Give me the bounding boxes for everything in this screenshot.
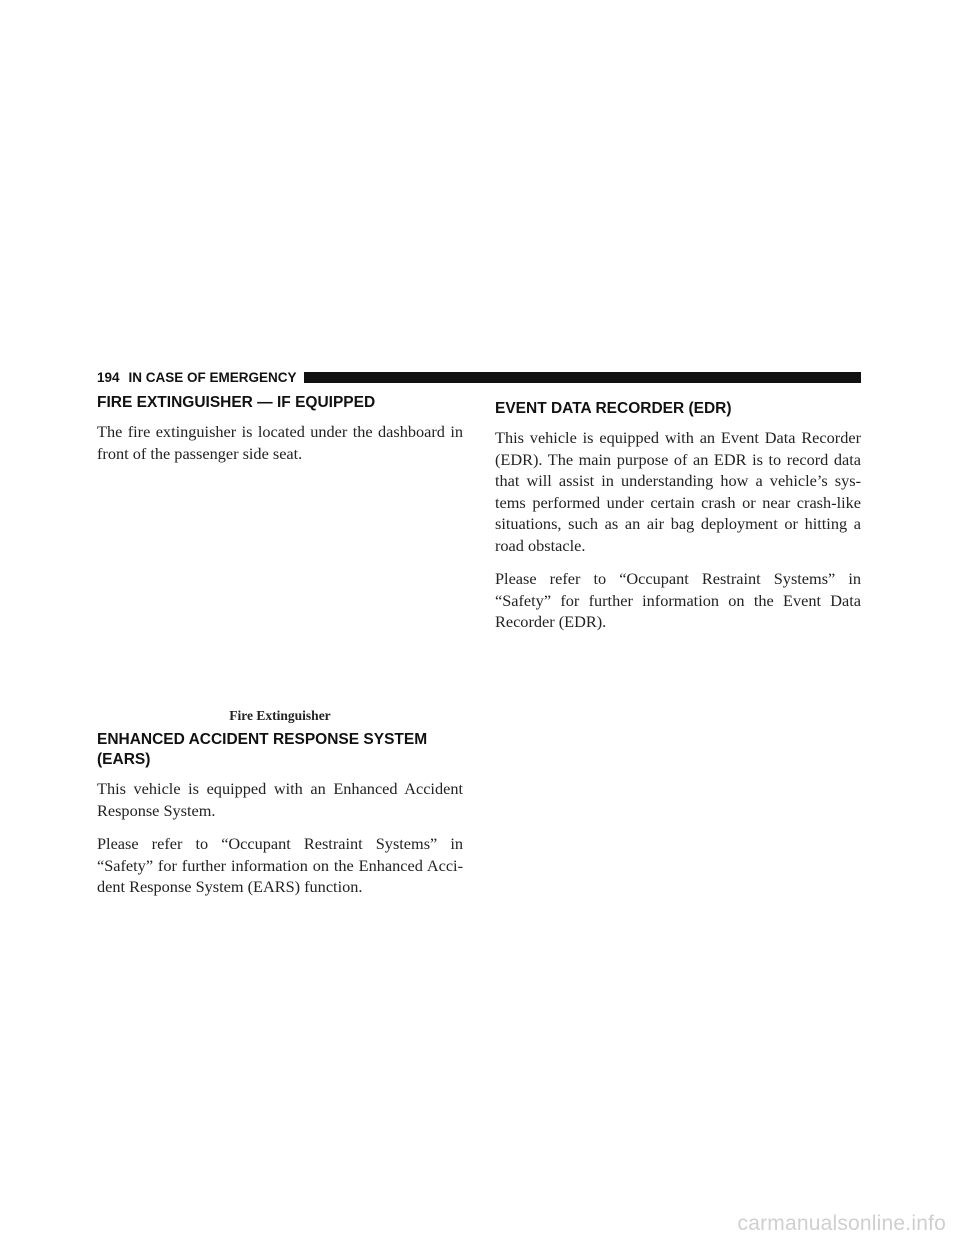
fire-extinguisher-figure [97,476,463,722]
page-header [97,369,861,385]
ears-paragraph-1: This vehicle is equipped with an Enhanced Accident Response System. [97,779,463,820]
edr-heading: EVENT DATA RECORDER (EDR) [495,400,732,417]
page-number: 194 [97,369,120,385]
fire-extinguisher-body: The fire extinguisher is located under the dashboard in front of the passenger side seat. [97,422,463,463]
watermark: carmanualsonline.info [737,1212,946,1235]
section-title: IN CASE OF EMERGENCY [128,369,297,385]
figure-caption: Fire Extinguisher [229,708,331,723]
ears-heading: ENHANCED ACCIDENT RESPONSE SYSTEM (EARS) [97,731,428,768]
left-column [97,393,463,910]
ears-paragraph-2: Please refer to “Occupant Restraint Systems” in “Safety” for further information on the Enhanced Acci-dent Response System (EARS) function. [97,834,463,896]
edr-paragraph-1: This vehicle is equipped with an Event Data Recorder (EDR). The main purpose of an EDR is to record data that will assist in understanding how a vehicle’s sys-tems performed under certain crash or near crash-like situations, such as an air bag deployment or hitting a road obstacle. [495,428,861,555]
right-column [495,393,861,645]
header-rule [304,372,861,383]
edr-paragraph-2: Please refer to “Occupant Restraint Systems” in “Safety” for further information on the Event Data Recorder (EDR). [495,569,861,631]
fire-extinguisher-heading: FIRE EXTINGUISHER — IF EQUIPPED [97,394,376,411]
